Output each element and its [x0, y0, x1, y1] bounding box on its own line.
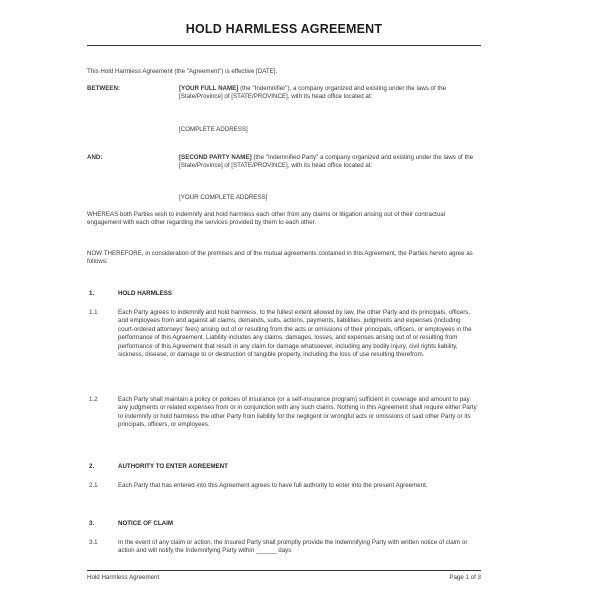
and-address: [YOUR COMPLETE ADDRESS]	[179, 194, 268, 201]
clause-text: Each Party agrees to indemnify and hold harmless, to the fullest extent allowed by law, the other Party and its principals, officers, and employees from and against all claims, demands, suits, actions, payments, liabilities, judgments and expenses (including court-ordered attorneys' fees) arising out of or resulting from the acts or omissions of their principals, officers, or employees in the performance of this Agreement. Liability includes any claims, damages, losses, and expenses arising out of or resulting from performance of this Agreement that result in any claim for damage whatsoever, including any bodily injury, civil rights liability, sickness, disease, or damage to or destruction of tangible property, including the loss of use resulting therefrom.	[118, 309, 472, 359]
clause-number: 1.2	[89, 396, 98, 403]
section-number: 3.	[89, 520, 95, 527]
clause-number: 3.1	[89, 539, 98, 546]
intro-paragraph: This Hold Harmless Agreement (the "Agreement") is effective [DATE],	[87, 68, 278, 75]
whereas-paragraph: WHEREAS both Parties wish to indemnify and hold harmless each other from any claims or litigation arising out of their contractual engagement with each other regarding the services provided by them to each other.	[87, 211, 446, 227]
between-party-description	[179, 85, 477, 102]
section-number: 1.	[89, 290, 95, 297]
and-party-text: (the "Indemnified Party" a company organized and existing under the laws of the [State/Province] of [STATE/PROVINCE], with its head office located at:	[179, 154, 474, 170]
between-party-name: [YOUR FULL NAME]	[179, 85, 239, 92]
document-page	[87, 0, 481, 600]
and-party-description	[179, 154, 477, 171]
clause-text: Each Party that has entered into this Agreement agrees to have full authority to enter into the present Agreement.	[118, 482, 428, 489]
section-title-notice-of-claim: NOTICE OF CLAIM	[118, 520, 173, 527]
clause-text: Each Party shall maintain a policy or policies of insurance (or a self-insurance program) sufficient in coverage and amount to pay any judgments or related expenses from or in conjunction with any such claims. Nothing in this Agreement shall require either Party to indemnify or hold harmless the other Party from liability for the negligent or wrongful acts or omissions of said other Party or its principals, officers, or employees.	[118, 396, 477, 429]
section-number: 2.	[89, 463, 95, 470]
now-therefore-paragraph: NOW THEREFORE, in consideration of the premises and of the mutual agreements contained in this Agreement, the Parties hereto agree as follows:	[87, 250, 473, 266]
section-title-hold-harmless: HOLD HARMLESS	[118, 290, 172, 297]
clause-number: 1.1	[89, 309, 98, 316]
clause-number: 2.1	[89, 482, 98, 489]
document-title: HOLD HARMLESS AGREEMENT	[185, 22, 383, 36]
between-label: BETWEEN:	[87, 85, 120, 92]
footer-document-name: Hold Harmless Agreement	[87, 574, 160, 581]
footer-page-number: Page 1 of 3	[449, 574, 481, 581]
and-label: AND:	[87, 154, 103, 161]
clause-text: In the event of any claim or action, the Insured Party shall promptly provide the Indemnifying Party with written notice of claim or action and will notify the Indemnifying Party within ______ days	[118, 539, 468, 555]
section-title-authority: AUTHORITY TO ENTER AGREEMENT	[118, 463, 228, 470]
title-divider	[87, 45, 481, 46]
between-party-text: (the "Indemnifier"), a company organized and existing under the laws of the [State/Province] of [STATE/PROVINCE], with its head office located at:	[179, 85, 447, 101]
between-address: [COMPLETE ADDRESS]	[179, 126, 248, 133]
and-party-name: [SECOND PARTY NAME]	[179, 154, 252, 161]
footer-divider	[87, 570, 481, 571]
